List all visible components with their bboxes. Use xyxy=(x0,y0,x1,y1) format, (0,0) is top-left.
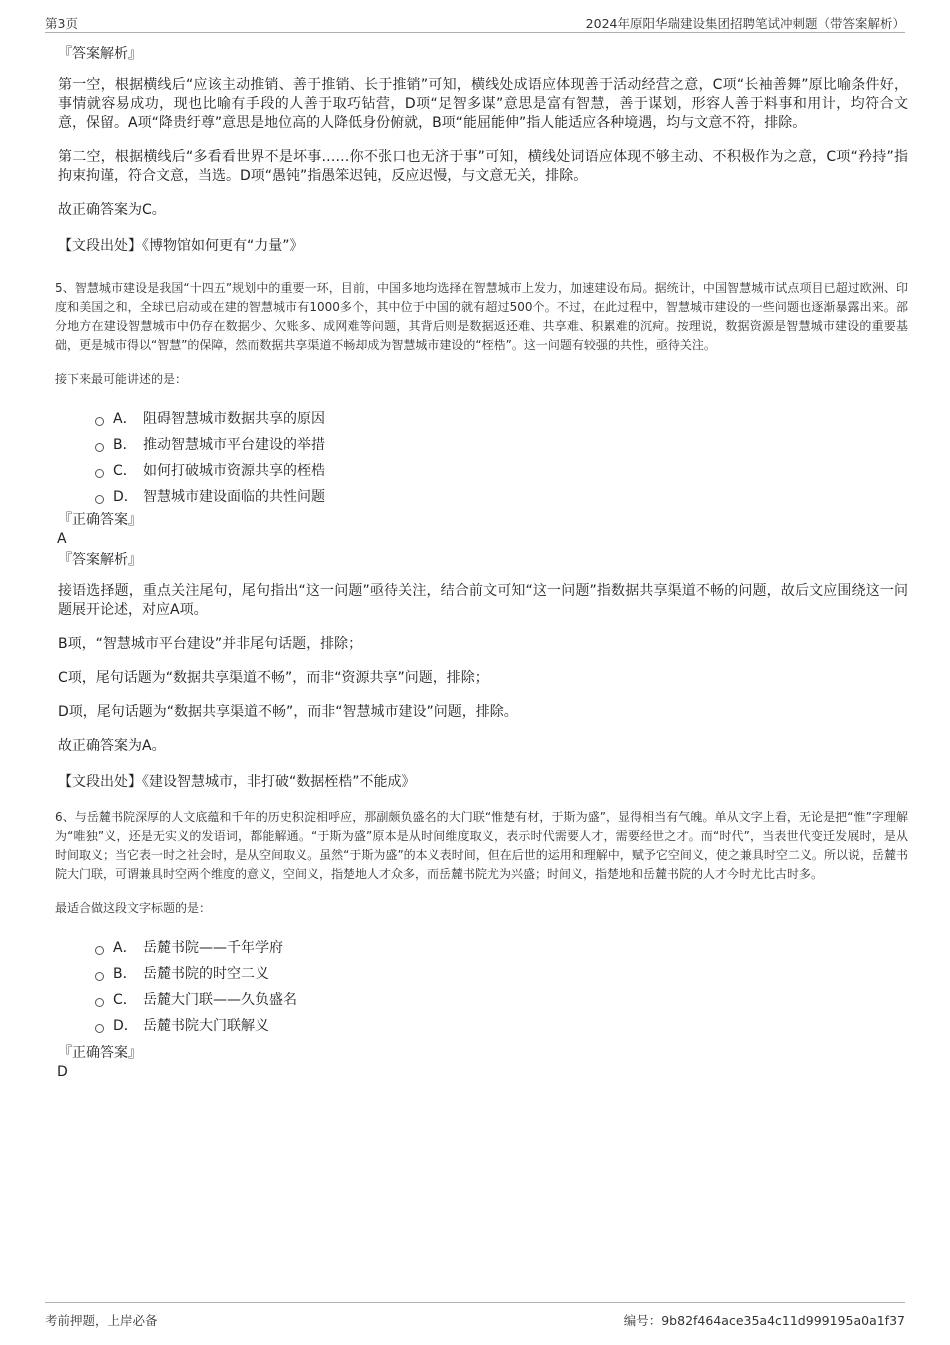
option-text: 如何打破城市资源共享的桎梏 xyxy=(143,463,325,479)
question-stem: 5、智慧城市建设是我国“十四五”规划中的重要一环，目前，中国多地均选择在智慧城市上发力，加速建设布局。据统计，中国智慧城市试点项目已超过欧洲、印度和美国之和，全球已启动或在建的智慧城市有1000多个，其中位于中国的就有超过500个。不过，在此过程中，智慧城市建设的一些问题也逐渐暴露出来。部分地方在建设智慧城市中仍存在数据少、欠账多、成网难等问题，其背后则是数据返还难、共享难、积累难的沉疴。按理说，数据资源是智慧城市建设的重要基础，更是城市得以“智慧”的保障，然而数据共享渠道不畅却成为智慧城市建设的“桎梏”。这一问题有较强的共性，亟待关注。 xyxy=(55,281,908,352)
radio-icon[interactable] xyxy=(95,998,104,1007)
option-letter: C． xyxy=(113,992,137,1008)
option-letter: D． xyxy=(113,1018,138,1034)
document-title: 2024年原阳华瑞建设集团招聘笔试冲刺题（带答案解析） xyxy=(585,16,905,31)
analysis-paragraph: B项，“智慧城市平台建设”并非尾句话题，排除； xyxy=(58,636,363,652)
q4-analysis xyxy=(55,76,908,220)
option-letter: B． xyxy=(113,966,137,982)
analysis-paragraph: 第二空，根据横线后“多看看世界不是坏事……你不张口也无济于事”可知，横线处词语应体现不够主动、不积极作为之意，C项“矜持”指拘束拘谨，符合文意，当选。D项“愚钝”指愚笨迟钝，反应迟慢，与文意无关，排除。 xyxy=(58,149,908,184)
analysis-paragraph: 第一空，根据横线后“应该主动推销、善于推销、长于推销”可知，横线处成语应体现善于活动经营之意，C项“长袖善舞”原比喻条件好，事情就容易成功，现也比喻有手段的人善于取巧钻营，D项“足智多谋”意思是富有智慧，善于谋划，形容人善于料事和用计，均符合文意，保留。A项“降贵纡尊”意思是地位高的人降低身份俯就，B项“能屈能伸”指人能适应各种境遇，均与文意不符，排除。 xyxy=(58,77,908,131)
q5-analysis xyxy=(55,582,908,756)
option-d[interactable] xyxy=(95,1013,908,1039)
correct-answer: D xyxy=(57,1064,68,1080)
option-text: 岳麓书院的时空二义 xyxy=(143,966,269,982)
correct-answer: A xyxy=(57,531,67,547)
radio-icon[interactable] xyxy=(95,469,104,478)
option-c[interactable] xyxy=(95,987,908,1013)
option-letter: A． xyxy=(113,411,137,427)
analysis-label: 『答案解析』 xyxy=(58,46,142,62)
option-d[interactable] xyxy=(95,484,908,510)
footer-slogan: 考前押题，上岸必备 xyxy=(45,1313,158,1328)
q4-analysis-section xyxy=(55,44,908,256)
option-text: 阻碍智慧城市数据共享的原因 xyxy=(143,411,325,427)
radio-icon[interactable] xyxy=(95,946,104,955)
question-5 xyxy=(55,279,908,792)
option-a[interactable] xyxy=(95,406,908,432)
radio-icon[interactable] xyxy=(95,495,104,504)
analysis-paragraph: 故正确答案为A。 xyxy=(58,738,166,754)
question-prompt: 最适合做这段文字标题的是： xyxy=(55,901,212,915)
analysis-paragraph: D项，尾句话题为“数据共享渠道不畅”，而非“智慧城市建设”问题，排除。 xyxy=(58,704,518,720)
option-letter: C． xyxy=(113,463,137,479)
option-list xyxy=(55,935,908,1039)
option-a[interactable] xyxy=(95,935,908,961)
q5-source: 【文段出处】《建设智慧城市，非打破“数据桎梏”不能成》 xyxy=(58,774,416,790)
page-number: 第3页 xyxy=(45,16,78,31)
analysis-paragraph: C项，尾句话题为“数据共享渠道不畅”，而非“资源共享”问题，排除； xyxy=(58,670,489,686)
question-stem: 6、与岳麓书院深厚的人文底蕴和千年的历史积淀相呼应，那副颇负盛名的大门联“惟楚有材，于斯为盛”，显得相当有气魄。单从文字上看，无论是把“惟”字理解为“唯独”义，还是无实义的发语词，都能解通。“于斯为盛”原本是从时间维度取义，表示时代需要人才，需要经世之才。而“时代”，当表世代变迁发展时，是从时间取义；当它表一时之社会时，是从空间取义。虽然“于斯为盛”的本义表时间，但在后世的运用和理解中，赋予它空间义，使之兼具时空二义。所以说，岳麓书院大门联，可谓兼具时空两个维度的意义，空间义，指楚地人才众多，而岳麓书院尤为兴盛；时间义，指楚地和岳麓书院的人才今时尤比古时多。 xyxy=(55,810,908,881)
question-prompt: 接下来最可能讲述的是： xyxy=(55,372,188,386)
correct-answer-label: 『正确答案』 xyxy=(58,1045,142,1061)
analysis-paragraph: 接语选择题，重点关注尾句，尾句指出“这一问题”亟待关注，结合前文可知“这一问题”指数据共享渠道不畅的问题，故后文应围绕这一问题展开论述，对应A项。 xyxy=(58,583,908,618)
analysis-paragraph: 故正确答案为C。 xyxy=(58,202,166,218)
option-c[interactable] xyxy=(95,458,908,484)
radio-icon[interactable] xyxy=(95,1024,104,1033)
radio-icon[interactable] xyxy=(95,972,104,981)
option-letter: D． xyxy=(113,489,138,505)
document-id: 编号：9b82f464ace35a4c11d999195a0a1f37 xyxy=(623,1313,905,1328)
option-b[interactable] xyxy=(95,432,908,458)
option-letter: A． xyxy=(113,940,137,956)
page-header xyxy=(45,12,905,33)
option-list xyxy=(55,406,908,510)
document-content xyxy=(55,44,908,1081)
question-6 xyxy=(55,808,908,1081)
option-text: 岳麓书院——千年学府 xyxy=(143,940,283,956)
radio-icon[interactable] xyxy=(95,443,104,452)
option-b[interactable] xyxy=(95,961,908,987)
option-text: 岳麓大门联——久负盛名 xyxy=(143,992,297,1008)
radio-icon[interactable] xyxy=(95,417,104,426)
analysis-label: 『答案解析』 xyxy=(58,552,142,568)
correct-answer-label: 『正确答案』 xyxy=(58,512,142,528)
option-letter: B． xyxy=(113,437,137,453)
option-text: 智慧城市建设面临的共性问题 xyxy=(143,489,325,505)
page-footer xyxy=(45,1302,905,1328)
option-text: 推动智慧城市平台建设的举措 xyxy=(143,437,325,453)
q4-source: 【文段出处】《博物馆如何更有“力量”》 xyxy=(58,238,304,254)
option-text: 岳麓书院大门联解义 xyxy=(143,1018,269,1034)
